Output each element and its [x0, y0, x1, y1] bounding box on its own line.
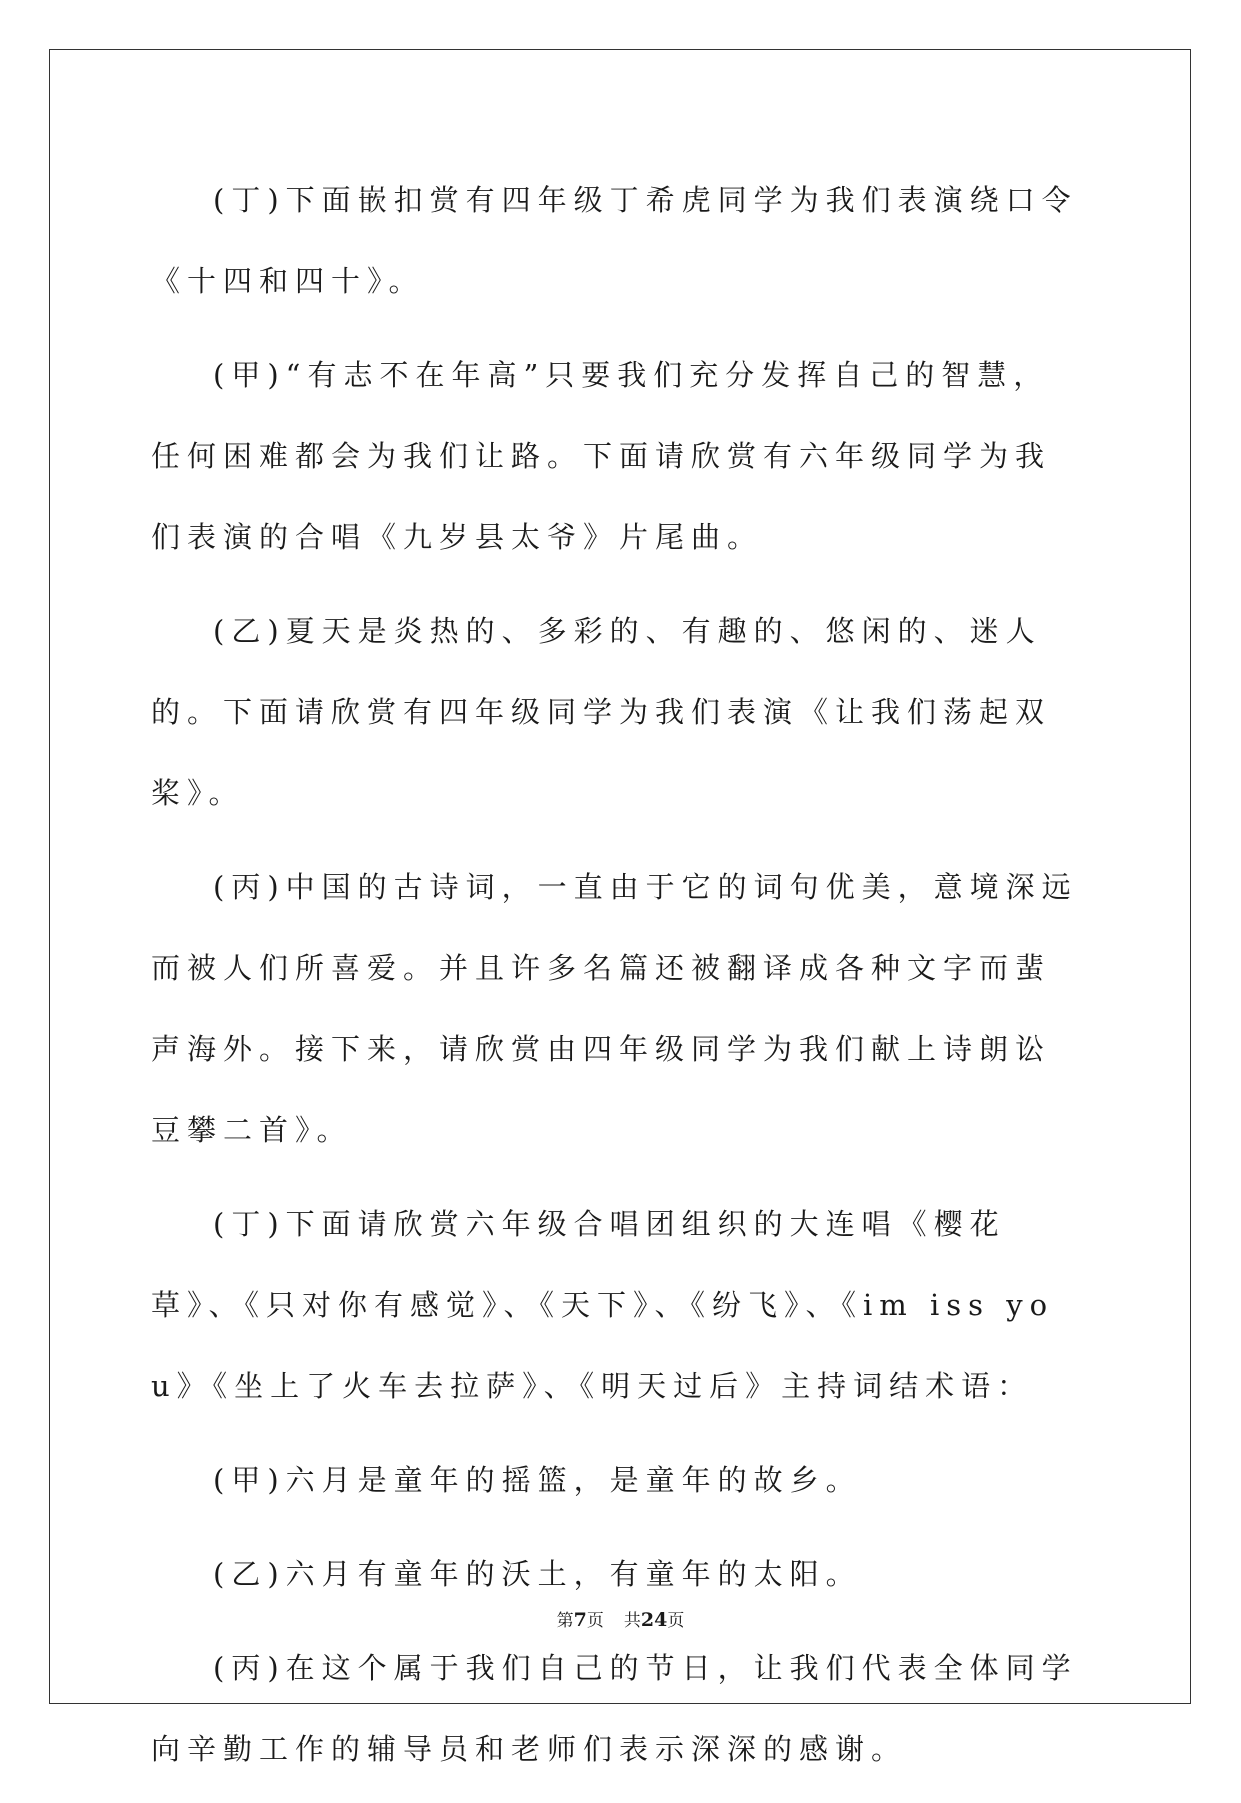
- paragraph: (丙)中国的古诗词，一直由于它的词句优美，意境深远而被人们所喜爱。并且许多名篇还被翻译成各种文字而蜚声海外。接下来，请欣赏由四年级同学为我们献上诗朗讼豆攀二首》。: [151, 870, 1078, 1147]
- paragraph: (丙)在这个属于我们自己的节日，让我们代表全体同学向辛勤工作的辅导员和老师们表示深深的感谢。: [151, 1651, 1078, 1766]
- document-body: [151, 160, 1081, 1803]
- paragraph: (乙)夏天是炎热的、多彩的、有趣的、悠闲的、迷人的。下面请欣赏有四年级同学为我们表演《让我们荡起双桨》。: [151, 614, 1052, 810]
- paragraph: (丁)下面请欣赏六年级合唱团组织的大连唱《樱花草》、《只对你有感觉》、《天下》、《纷飞》、《im iss you》《坐上了火车去拉萨》、《明天过后》主持词结术语：: [151, 1207, 1055, 1403]
- total-pages-number: 24: [640, 1609, 668, 1631]
- total-suffix: 页: [667, 1611, 685, 1631]
- paragraph: (甲)六月是童年的摇篮，是童年的故乡。: [213, 1463, 862, 1497]
- page-prefix: 第: [556, 1611, 574, 1631]
- paragraph: (乙)六月有童年的沃土，有童年的太阳。: [213, 1557, 862, 1591]
- page-suffix: 页: [586, 1611, 604, 1631]
- total-prefix: 共: [623, 1611, 641, 1631]
- paragraph: (甲)“有志不在年高”只要我们充分发挥自己的智慧，任何困难都会为我们让路。下面请欣赏有六年级同学为我们表演的合唱《九岁县太爷》片尾曲。: [151, 358, 1052, 554]
- current-page-number: 7: [573, 1609, 587, 1631]
- page-footer: [0, 1608, 1241, 1633]
- paragraph: (丁)下面嵌扣赏有四年级丁希虎同学为我们表演绕口令《十四和四十》。: [151, 183, 1078, 298]
